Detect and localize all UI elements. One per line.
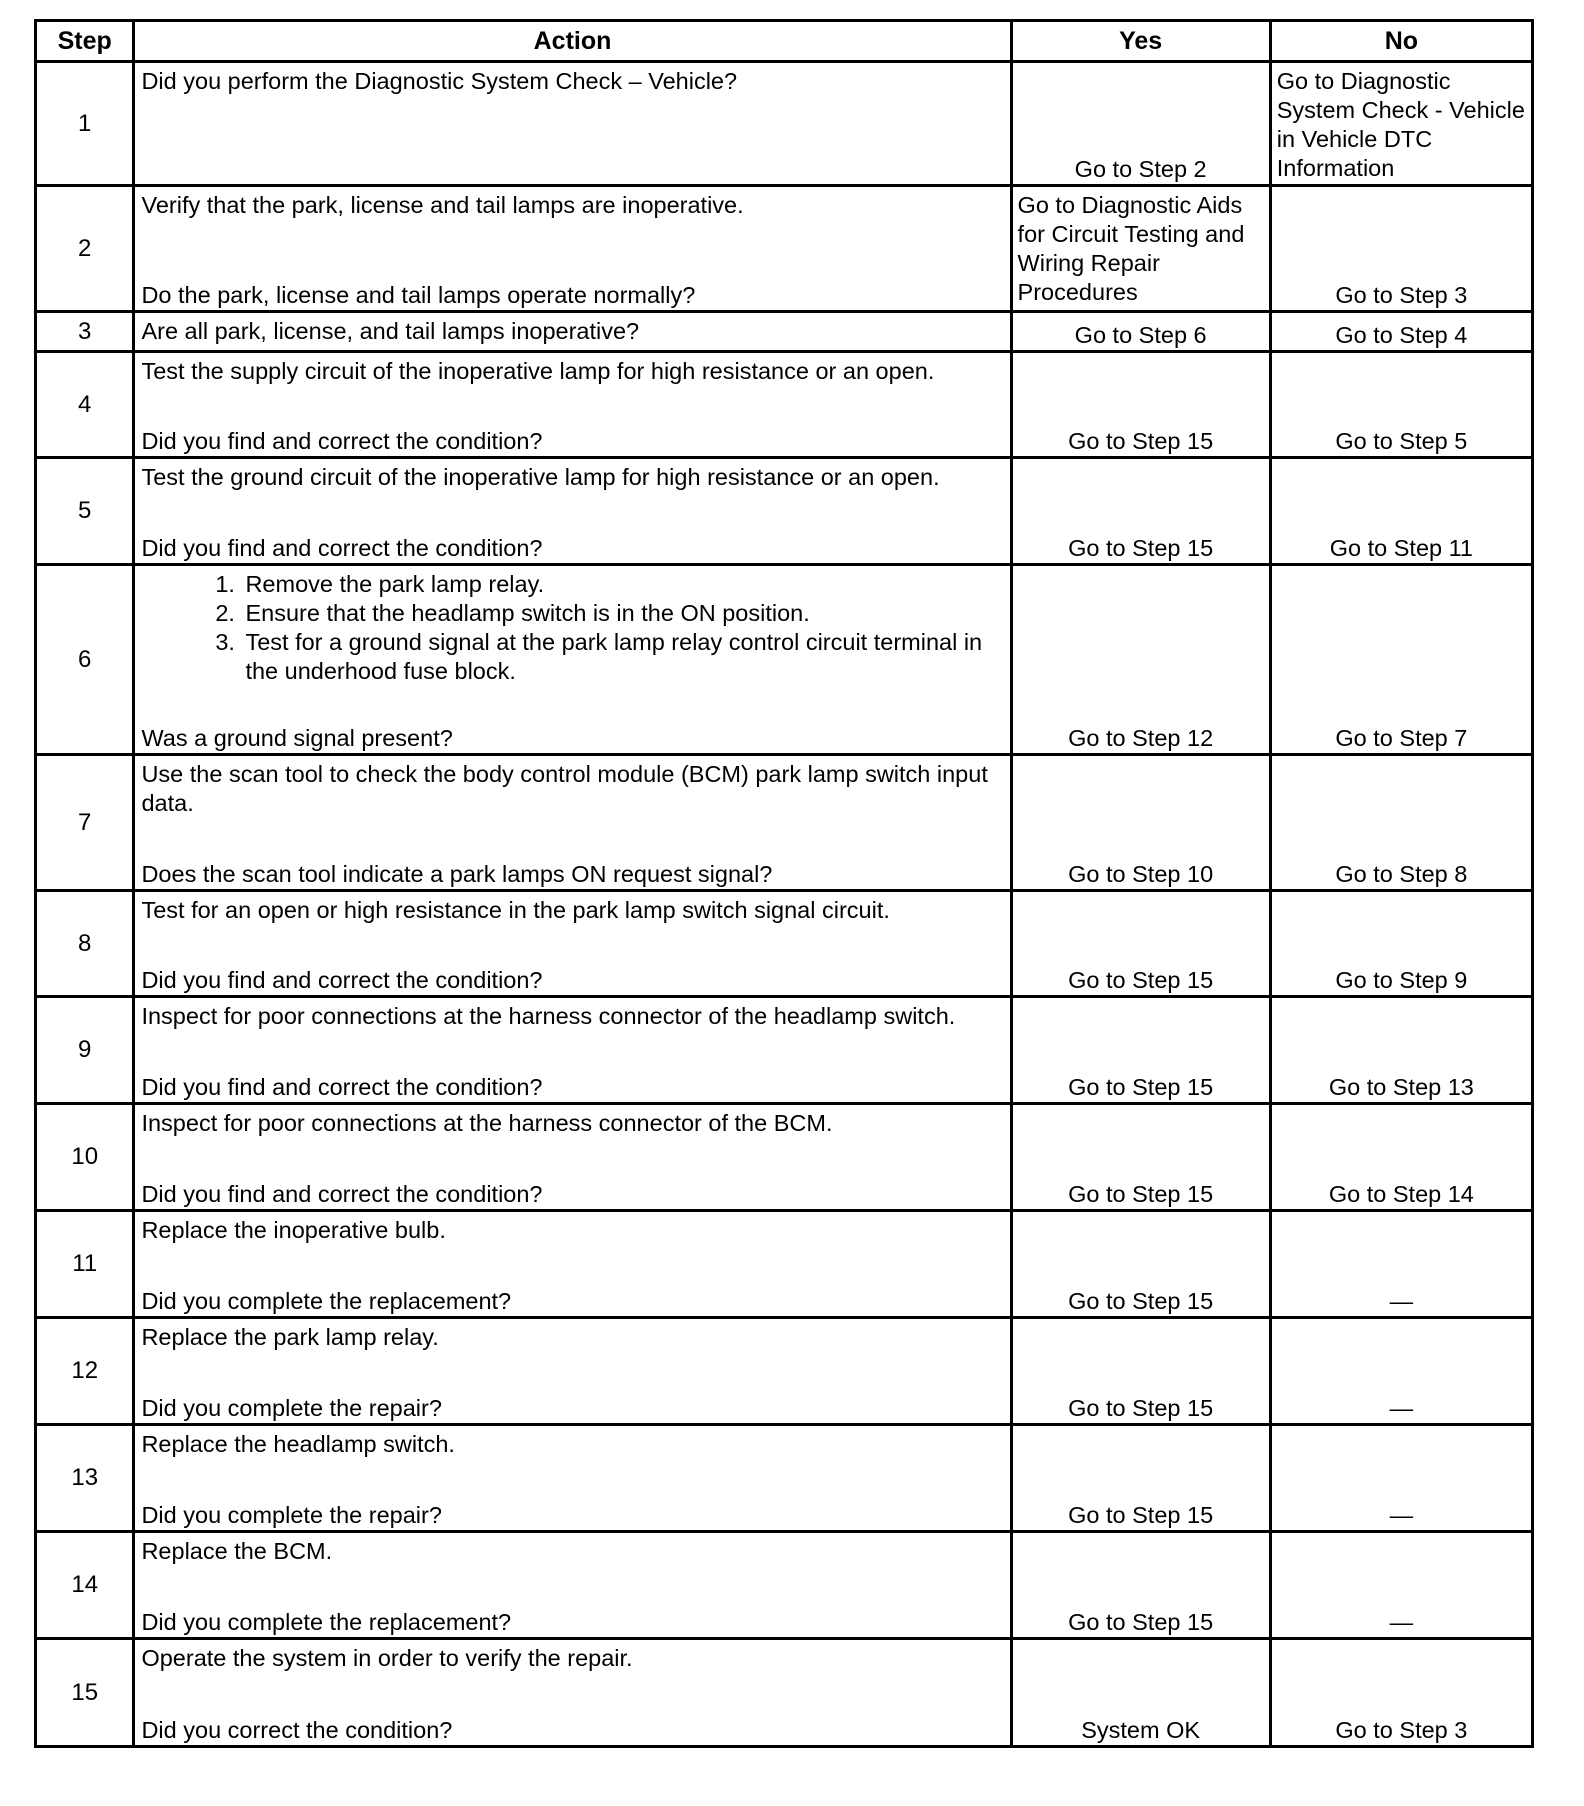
step-number: 1 (36, 62, 134, 186)
action-cell (134, 1532, 1011, 1639)
action-cell (134, 1425, 1011, 1532)
yes-result-cell (1011, 186, 1270, 312)
action-question: Did you find and correct the condition? (141, 967, 543, 993)
action-cell (134, 458, 1011, 565)
list-item: 2. Ensure that the headlamp switch is in the ON position. (241, 599, 1005, 628)
action-instruction: Replace the inoperative bulb. (141, 1217, 446, 1243)
step-number: 7 (36, 755, 134, 891)
action-instruction (141, 570, 1005, 686)
table-row (36, 997, 1533, 1104)
table-row (36, 1104, 1533, 1211)
action-cell (134, 1211, 1011, 1318)
yes-result-cell (1011, 891, 1270, 997)
yes-result: Go to Step 2 (1074, 156, 1207, 182)
yes-result: Go to Step 6 (1074, 322, 1207, 348)
yes-result-cell (1011, 352, 1270, 458)
action-question: Did you complete the replacement? (141, 1609, 512, 1635)
table-row (36, 1211, 1533, 1318)
table-row (36, 62, 1533, 186)
action-instruction: Replace the BCM. (141, 1538, 333, 1564)
step-number: 2 (36, 186, 134, 312)
action-cell (134, 186, 1011, 312)
action-instruction: Did you perform the Diagnostic System Check – Vehicle? (141, 68, 738, 94)
step-number: 3 (36, 312, 134, 352)
table-row (36, 186, 1533, 312)
header-yes: Yes (1011, 21, 1270, 62)
action-cell (134, 352, 1011, 458)
no-result-cell (1270, 755, 1532, 891)
table-row (36, 565, 1533, 755)
no-result-cell (1270, 186, 1532, 312)
step-number: 5 (36, 458, 134, 565)
action-cell (134, 1104, 1011, 1211)
no-result: Go to Step 3 (1335, 282, 1468, 308)
table-row (36, 312, 1533, 352)
action-instruction: Operate the system in order to verify the repair. (141, 1645, 633, 1671)
no-result-cell (1270, 62, 1532, 186)
yes-result: Go to Step 15 (1068, 428, 1214, 454)
yes-result: Go to Diagnostic Aids for Circuit Testing and Wiring Repair Procedures (1017, 192, 1245, 305)
yes-result-cell (1011, 997, 1270, 1104)
step-number: 4 (36, 352, 134, 458)
no-result-cell (1270, 891, 1532, 997)
header-row (36, 21, 1533, 62)
yes-result: System OK (1081, 1717, 1201, 1743)
action-instruction: Verify that the park, license and tail lamps are inoperative. (141, 192, 744, 218)
step-number: 14 (36, 1532, 134, 1639)
action-cell (134, 565, 1011, 755)
action-instruction: Use the scan tool to check the body control module (BCM) park lamp switch input data. (141, 761, 988, 816)
table-row (36, 352, 1533, 458)
no-result-cell (1270, 997, 1532, 1104)
action-instruction: Inspect for poor connections at the harness connector of the headlamp switch. (141, 1003, 956, 1029)
step-number: 15 (36, 1639, 134, 1747)
yes-result: Go to Step 15 (1068, 1502, 1214, 1528)
no-result-cell (1270, 1318, 1532, 1425)
action-instruction: Are all park, license, and tail lamps inoperative? (141, 318, 640, 344)
no-result-cell (1270, 458, 1532, 565)
action-question: Did you complete the repair? (141, 1502, 442, 1528)
step-number: 13 (36, 1425, 134, 1532)
table-row (36, 1318, 1533, 1425)
yes-result-cell (1011, 1104, 1270, 1211)
action-steps-list (141, 570, 1005, 686)
yes-result-cell (1011, 1211, 1270, 1318)
table-row (36, 1639, 1533, 1747)
yes-result-cell (1011, 1425, 1270, 1532)
header-step: Step (36, 21, 134, 62)
table-row (36, 458, 1533, 565)
no-result-cell (1270, 312, 1532, 352)
yes-result: Go to Step 10 (1068, 861, 1214, 887)
action-question: Did you find and correct the condition? (141, 428, 543, 454)
action-instruction: Inspect for poor connections at the harness connector of the BCM. (141, 1110, 833, 1136)
no-result: Go to Step 4 (1335, 322, 1468, 348)
action-cell (134, 755, 1011, 891)
yes-result: Go to Step 15 (1068, 1074, 1214, 1100)
yes-result-cell (1011, 312, 1270, 352)
action-question: Did you find and correct the condition? (141, 535, 543, 561)
no-result-cell (1270, 1532, 1532, 1639)
action-question: Did you find and correct the condition? (141, 1181, 543, 1207)
no-result: Go to Diagnostic System Check - Vehicle in Vehicle DTC Information (1276, 68, 1525, 181)
no-result: Go to Step 9 (1335, 967, 1468, 993)
yes-result-cell (1011, 565, 1270, 755)
no-result-cell (1270, 565, 1532, 755)
table-row (36, 891, 1533, 997)
action-question: Do the park, license and tail lamps operate normally? (141, 282, 696, 308)
no-result: Go to Step 11 (1329, 535, 1474, 561)
action-instruction: Replace the headlamp switch. (141, 1431, 455, 1457)
no-result: Go to Step 3 (1335, 1717, 1468, 1743)
action-instruction: Test the ground circuit of the inoperative lamp for high resistance or an open. (141, 464, 940, 490)
action-question: Did you complete the replacement? (141, 1288, 512, 1314)
no-result: — (1389, 1502, 1414, 1528)
action-cell (134, 1639, 1011, 1747)
action-cell (134, 62, 1011, 186)
step-number: 10 (36, 1104, 134, 1211)
yes-result-cell (1011, 1639, 1270, 1747)
header-no: No (1270, 21, 1532, 62)
no-result: — (1389, 1609, 1414, 1635)
diagnostic-table (34, 19, 1534, 1748)
yes-result-cell (1011, 1318, 1270, 1425)
no-result: Go to Step 14 (1328, 1181, 1474, 1207)
table-row (36, 755, 1533, 891)
yes-result: Go to Step 15 (1068, 967, 1214, 993)
action-cell (134, 997, 1011, 1104)
step-number: 8 (36, 891, 134, 997)
action-cell (134, 312, 1011, 352)
action-instruction: Replace the park lamp relay. (141, 1324, 439, 1350)
yes-result: Go to Step 15 (1068, 1288, 1214, 1314)
no-result: Go to Step 7 (1335, 725, 1468, 751)
action-cell (134, 1318, 1011, 1425)
yes-result: Go to Step 15 (1068, 1181, 1214, 1207)
no-result-cell (1270, 1211, 1532, 1318)
no-result-cell (1270, 1639, 1532, 1747)
header-action: Action (134, 21, 1011, 62)
yes-result-cell (1011, 62, 1270, 186)
action-question: Did you correct the condition? (141, 1717, 453, 1743)
yes-result: Go to Step 15 (1068, 1395, 1214, 1421)
action-question: Does the scan tool indicate a park lamps ON request signal? (141, 861, 773, 887)
yes-result-cell (1011, 458, 1270, 565)
action-question: Did you find and correct the condition? (141, 1074, 543, 1100)
action-instruction: Test for an open or high resistance in the park lamp switch signal circuit. (141, 897, 890, 923)
no-result-cell (1270, 1104, 1532, 1211)
step-number: 11 (36, 1211, 134, 1318)
action-question: Did you complete the repair? (141, 1395, 442, 1421)
table-row (36, 1425, 1533, 1532)
yes-result: Go to Step 15 (1068, 535, 1214, 561)
no-result-cell (1270, 352, 1532, 458)
table-row (36, 1532, 1533, 1639)
list-item: 1. Remove the park lamp relay. (241, 570, 1005, 599)
table-body (36, 62, 1533, 1747)
no-result: Go to Step 13 (1328, 1074, 1474, 1100)
action-instruction: Test the supply circuit of the inoperative lamp for high resistance or an open. (141, 358, 935, 384)
no-result: Go to Step 8 (1335, 861, 1468, 887)
list-item: 3. Test for a ground signal at the park lamp relay control circuit terminal in the underhood fuse block. (241, 628, 1005, 686)
step-number: 6 (36, 565, 134, 755)
yes-result: Go to Step 15 (1068, 1609, 1214, 1635)
no-result: — (1389, 1395, 1414, 1421)
yes-result-cell (1011, 1532, 1270, 1639)
step-number: 9 (36, 997, 134, 1104)
action-cell (134, 891, 1011, 997)
step-number: 12 (36, 1318, 134, 1425)
action-question: Was a ground signal present? (141, 725, 453, 751)
no-result: — (1389, 1288, 1414, 1314)
no-result-cell (1270, 1425, 1532, 1532)
yes-result-cell (1011, 755, 1270, 891)
no-result: Go to Step 5 (1335, 428, 1468, 454)
yes-result: Go to Step 12 (1068, 725, 1214, 751)
